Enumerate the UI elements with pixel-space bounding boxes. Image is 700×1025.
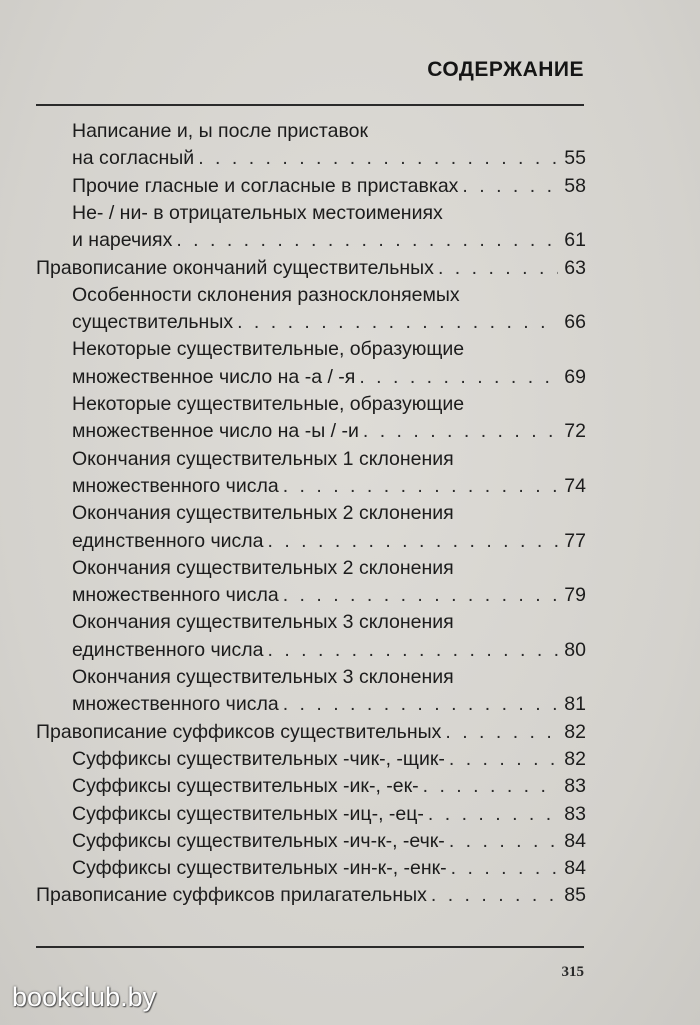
toc-entry-title: Суффиксы существительных -ин-к-, -енк- (72, 857, 447, 880)
dot-leader (428, 800, 558, 828)
toc-line (72, 854, 586, 882)
toc-entry-title: и наречиях (72, 229, 173, 252)
toc-line (72, 608, 586, 636)
toc-line (72, 827, 586, 855)
dot-leader (267, 636, 558, 664)
toc-entry-title: множественного числа (72, 584, 279, 607)
toc-entry-title: множественного числа (72, 474, 279, 497)
toc-line (72, 445, 586, 473)
toc-line (72, 226, 586, 254)
toc-line (72, 800, 586, 828)
toc-page-number: 83 (564, 775, 586, 798)
toc-entry-title: множественное число на -а / -я (72, 365, 356, 388)
toc-page-number: 77 (564, 529, 586, 552)
toc-page-number: 66 (564, 311, 586, 334)
page-title: СОДЕРЖАНИЕ (427, 58, 584, 81)
toc-entry-title: Написание и, ы после приставок (72, 120, 368, 142)
toc-line (72, 581, 586, 609)
dot-leader (198, 144, 558, 172)
dot-leader (449, 827, 558, 855)
toc-line (72, 363, 586, 391)
toc-entry-title: Правописание окончаний существительных (36, 256, 434, 279)
toc-entry-title: Суффиксы существительных -ич-к-, -ечк- (72, 829, 445, 852)
toc-page-number: 58 (564, 174, 586, 197)
toc-page-number: 82 (564, 747, 586, 770)
toc-page-number: 63 (564, 256, 586, 279)
dot-leader (237, 308, 558, 336)
dot-leader (438, 254, 558, 282)
toc-page-number: 74 (564, 474, 586, 497)
page-number: 315 (561, 964, 584, 980)
toc-entry-title: Окончания существительных 2 склонения (72, 502, 454, 525)
toc-page-number: 72 (564, 420, 586, 443)
toc-page-number: 55 (564, 147, 586, 170)
toc-line (72, 745, 586, 773)
toc-entry-title: Окончания существительных 3 склонения (72, 611, 454, 634)
toc-line (72, 472, 586, 500)
toc-line (72, 417, 586, 445)
toc-line (72, 144, 586, 172)
dot-leader (176, 226, 558, 254)
toc-page-number: 61 (564, 229, 586, 252)
toc-page-number: 82 (564, 720, 586, 743)
toc-page-number: 80 (564, 638, 586, 661)
dot-leader (363, 417, 558, 445)
toc-line (36, 718, 586, 746)
toc-entry-title: Прочие гласные и согласные в приставках (72, 174, 459, 197)
dot-leader (445, 718, 558, 746)
toc-entry-title: Правописание суффиксов прилагательных (36, 884, 427, 907)
toc-page-number: 84 (564, 857, 586, 880)
watermark-logo: bookclub.by (12, 982, 157, 1012)
dot-leader (359, 363, 558, 391)
toc-line (72, 554, 586, 582)
toc-entry-title: Суффиксы существительных -чик-, -щик- (72, 747, 445, 770)
toc-line (72, 335, 586, 363)
toc-line (72, 636, 586, 664)
toc-entry-title: Не- / ни- в отрицательных местоимениях (72, 201, 443, 224)
toc-line (36, 881, 586, 909)
toc-page-number: 85 (564, 884, 586, 907)
toc-line (72, 199, 586, 227)
toc-page-number: 69 (564, 365, 586, 388)
toc-page-number: 84 (564, 829, 586, 852)
toc-entry-title: Правописание суффиксов существительных (36, 720, 442, 743)
dot-leader (283, 690, 559, 718)
dot-leader (423, 772, 559, 800)
toc-line (72, 390, 586, 418)
toc-entry-title: Некоторые существительные, образующие (72, 393, 465, 415)
toc-line (72, 663, 586, 691)
toc-line (72, 281, 586, 309)
toc-entry-title: существительных (72, 311, 234, 334)
toc-entry-title: единственного числа (72, 529, 264, 552)
toc-line (72, 690, 586, 718)
toc-line (72, 117, 586, 145)
toc-page-number: 83 (564, 802, 586, 825)
toc-line (72, 308, 586, 336)
dot-leader (462, 172, 558, 200)
toc-entry-title: множественного числа (72, 693, 279, 716)
toc-entry-title: Суффиксы существительных -иц-, -ец- (72, 802, 424, 825)
top-divider (36, 104, 584, 106)
toc-page-number: 81 (564, 693, 586, 716)
dot-leader (449, 745, 558, 773)
dot-leader (283, 472, 559, 500)
dot-leader (267, 527, 558, 555)
dot-leader (431, 881, 558, 909)
toc-entry-title: на согласный (72, 147, 195, 170)
toc-entry-title: Некоторые существительные, образующие (72, 338, 465, 361)
toc-entry-title: единственного числа (72, 638, 264, 661)
toc-entry-title: Суффиксы существительных -ик-, -ек- (72, 775, 419, 798)
toc-entry-title: множественное число на -ы / -и (72, 420, 359, 443)
dot-leader (283, 581, 559, 609)
dot-leader (451, 854, 559, 882)
toc-entry-title: Особенности склонения разносклоняемых (72, 283, 460, 306)
toc-entry-title: Окончания существительных 2 склонения (72, 556, 454, 579)
toc-entry-title: Окончания существительных 3 склонения (72, 666, 454, 688)
toc-line (72, 499, 586, 527)
bottom-divider (36, 946, 584, 948)
toc-line (72, 172, 586, 200)
toc-line (36, 254, 586, 282)
toc-entry-title: Окончания существительных 1 склонения (72, 447, 454, 470)
toc-line (72, 527, 586, 555)
toc-line (72, 772, 586, 800)
toc-page-number: 79 (564, 584, 586, 607)
